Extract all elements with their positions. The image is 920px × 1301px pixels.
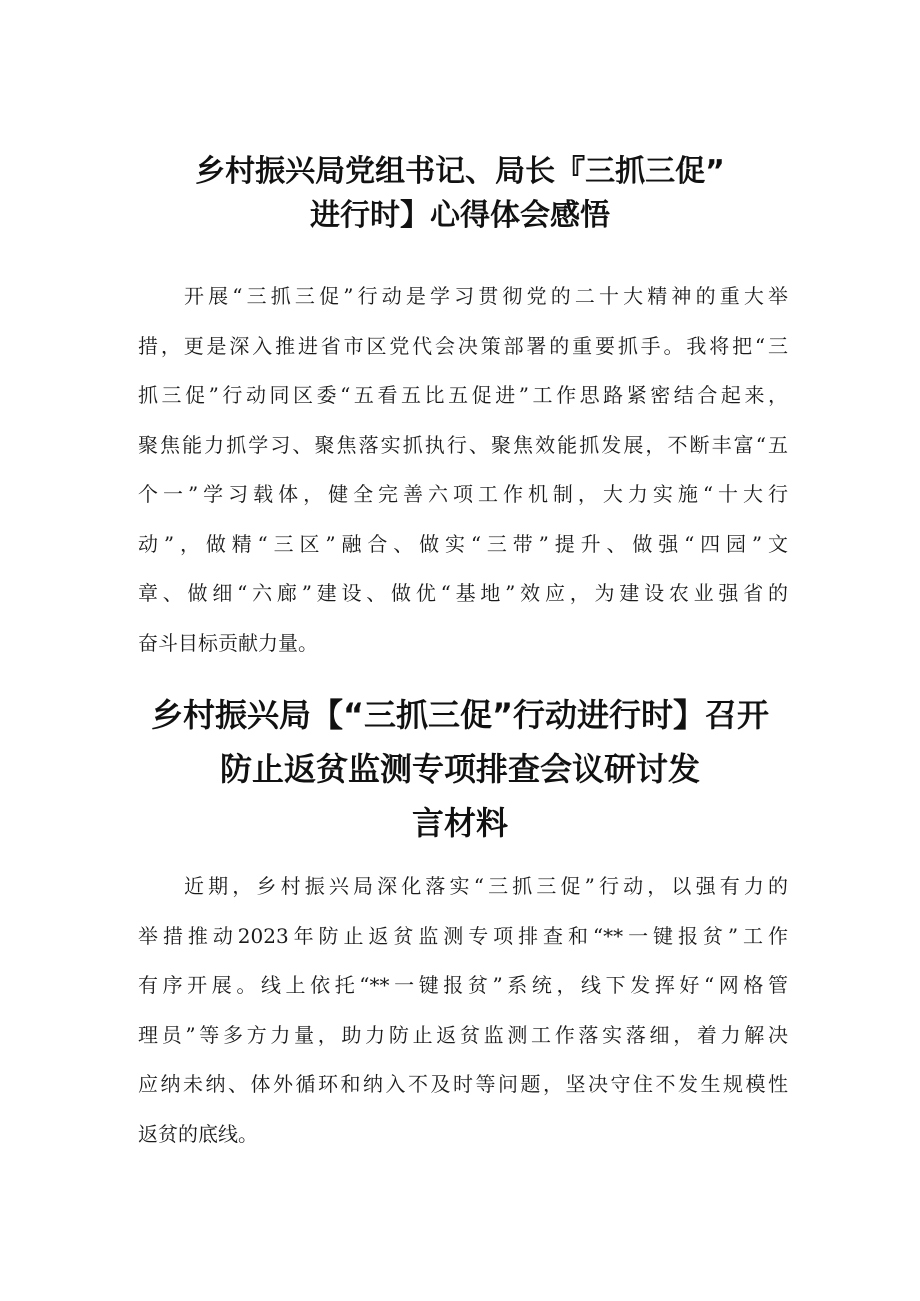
paragraph-line: 返贫的底线。 [138,1121,258,1146]
paragraph-line: 理员”等多方力量，助力防止返贫监测工作落实落细，着力解决 [138,1022,788,1047]
section-1-title [0,150,920,238]
section-1-paragraph [138,272,788,668]
paragraph-line: 措，更是深入推进省市区党代会决策部署的重要抓手。我将把“三 [138,333,788,358]
paragraph-line: 有序开展。线上依托“**一键报贫”系统，线下发挥好“网格管 [138,973,788,997]
paragraph-line: 聚焦能力抓学习、聚焦落实抓执行、聚焦效能抓发展，不断丰富“五 [138,432,788,457]
section-2-title-line: 防止返贫监测专项排查会议研讨发 [219,750,700,788]
section-1-title-line: 进行时】心得体会感悟 [310,198,610,233]
paragraph-line: 动”，做精“三区”融合、做实“三带”提升、做强“四园”文 [138,531,788,556]
paragraph-line: 个一”学习载体，健全完善六项工作机制，大力实施“十大行 [138,482,788,506]
paragraph-line: 近期，乡村振兴局深化落实“三抓三促”行动，以强有力的 [184,874,788,898]
section-1-title-line: 乡村振兴局党组书记、局长『三抓三促” [195,154,725,189]
section-2-title [0,688,920,850]
section-2-paragraph [138,862,788,1159]
section-2-title-line: 乡村振兴局【“三抓三促”行动进行时】召开 [150,696,770,734]
paragraph-line: 奋斗目标贡献力量。 [138,630,318,655]
paragraph-line: 抓三促”行动同区委“五看五比五促进”工作思路紧密结合起来， [138,383,788,407]
paragraph-line: 章、做细“六廊”建设、做优“基地”效应，为建设农业强省的 [138,581,788,605]
section-2-title-line: 言材料 [411,804,508,842]
paragraph-line: 应纳未纳、体外循环和纳入不及时等问题，坚决守住不发生规模性 [138,1072,788,1096]
paragraph-line: 开展“三抓三促”行动是学习贯彻党的二十大精神的重大举 [184,284,788,308]
paragraph-line: 举措推动2023年防止返贫监测专项排查和“**一键报贫”工作 [138,923,788,948]
